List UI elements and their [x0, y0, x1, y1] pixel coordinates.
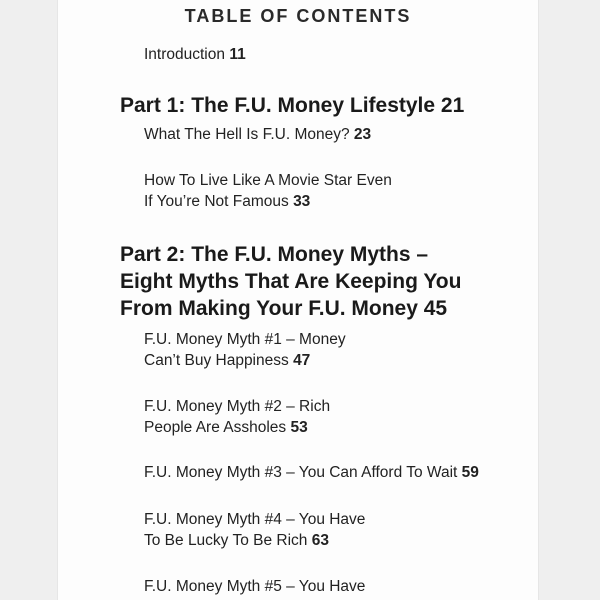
- page-number: 23: [353, 126, 372, 143]
- toc-part-1: Part 1: The F.U. Money Lifestyle 21: [120, 94, 465, 117]
- toc-entry-movie-star: How To Live Like A Movie Star Even If You’re Not Famous 33: [144, 172, 392, 210]
- toc-entry-what-the-hell: What The Hell Is F.U. Money? 23: [144, 126, 372, 143]
- page-number: 33: [293, 193, 311, 210]
- page-number: 59: [461, 464, 479, 481]
- page-number: 63: [311, 532, 329, 549]
- toc-entry-introduction: Introduction 11: [144, 46, 246, 63]
- page-number: 47: [293, 352, 311, 369]
- toc-part-2: Part 2: The F.U. Money Myths – Eight Myths That Are Keeping You From Making Your F.U. Money 45: [120, 243, 462, 320]
- page-number: 11: [229, 46, 246, 63]
- page-number: 53: [290, 419, 308, 436]
- toc-entry-myth-5: F.U. Money Myth #5 – You Have: [144, 578, 366, 595]
- toc-entry-myth-1: F.U. Money Myth #1 – Money Can’t Buy Happiness 47: [144, 331, 346, 369]
- toc-entry-myth-2: F.U. Money Myth #2 – Rich People Are Assholes 53: [144, 398, 331, 436]
- toc-heading: TABLE OF CONTENTS: [184, 6, 412, 26]
- book-page: [57, 0, 539, 600]
- toc-entry-myth-4: F.U. Money Myth #4 – You Have To Be Lucky To Be Rich 63: [144, 511, 366, 549]
- toc-entry-myth-3: F.U. Money Myth #3 – You Can Afford To Wait 59: [144, 464, 479, 481]
